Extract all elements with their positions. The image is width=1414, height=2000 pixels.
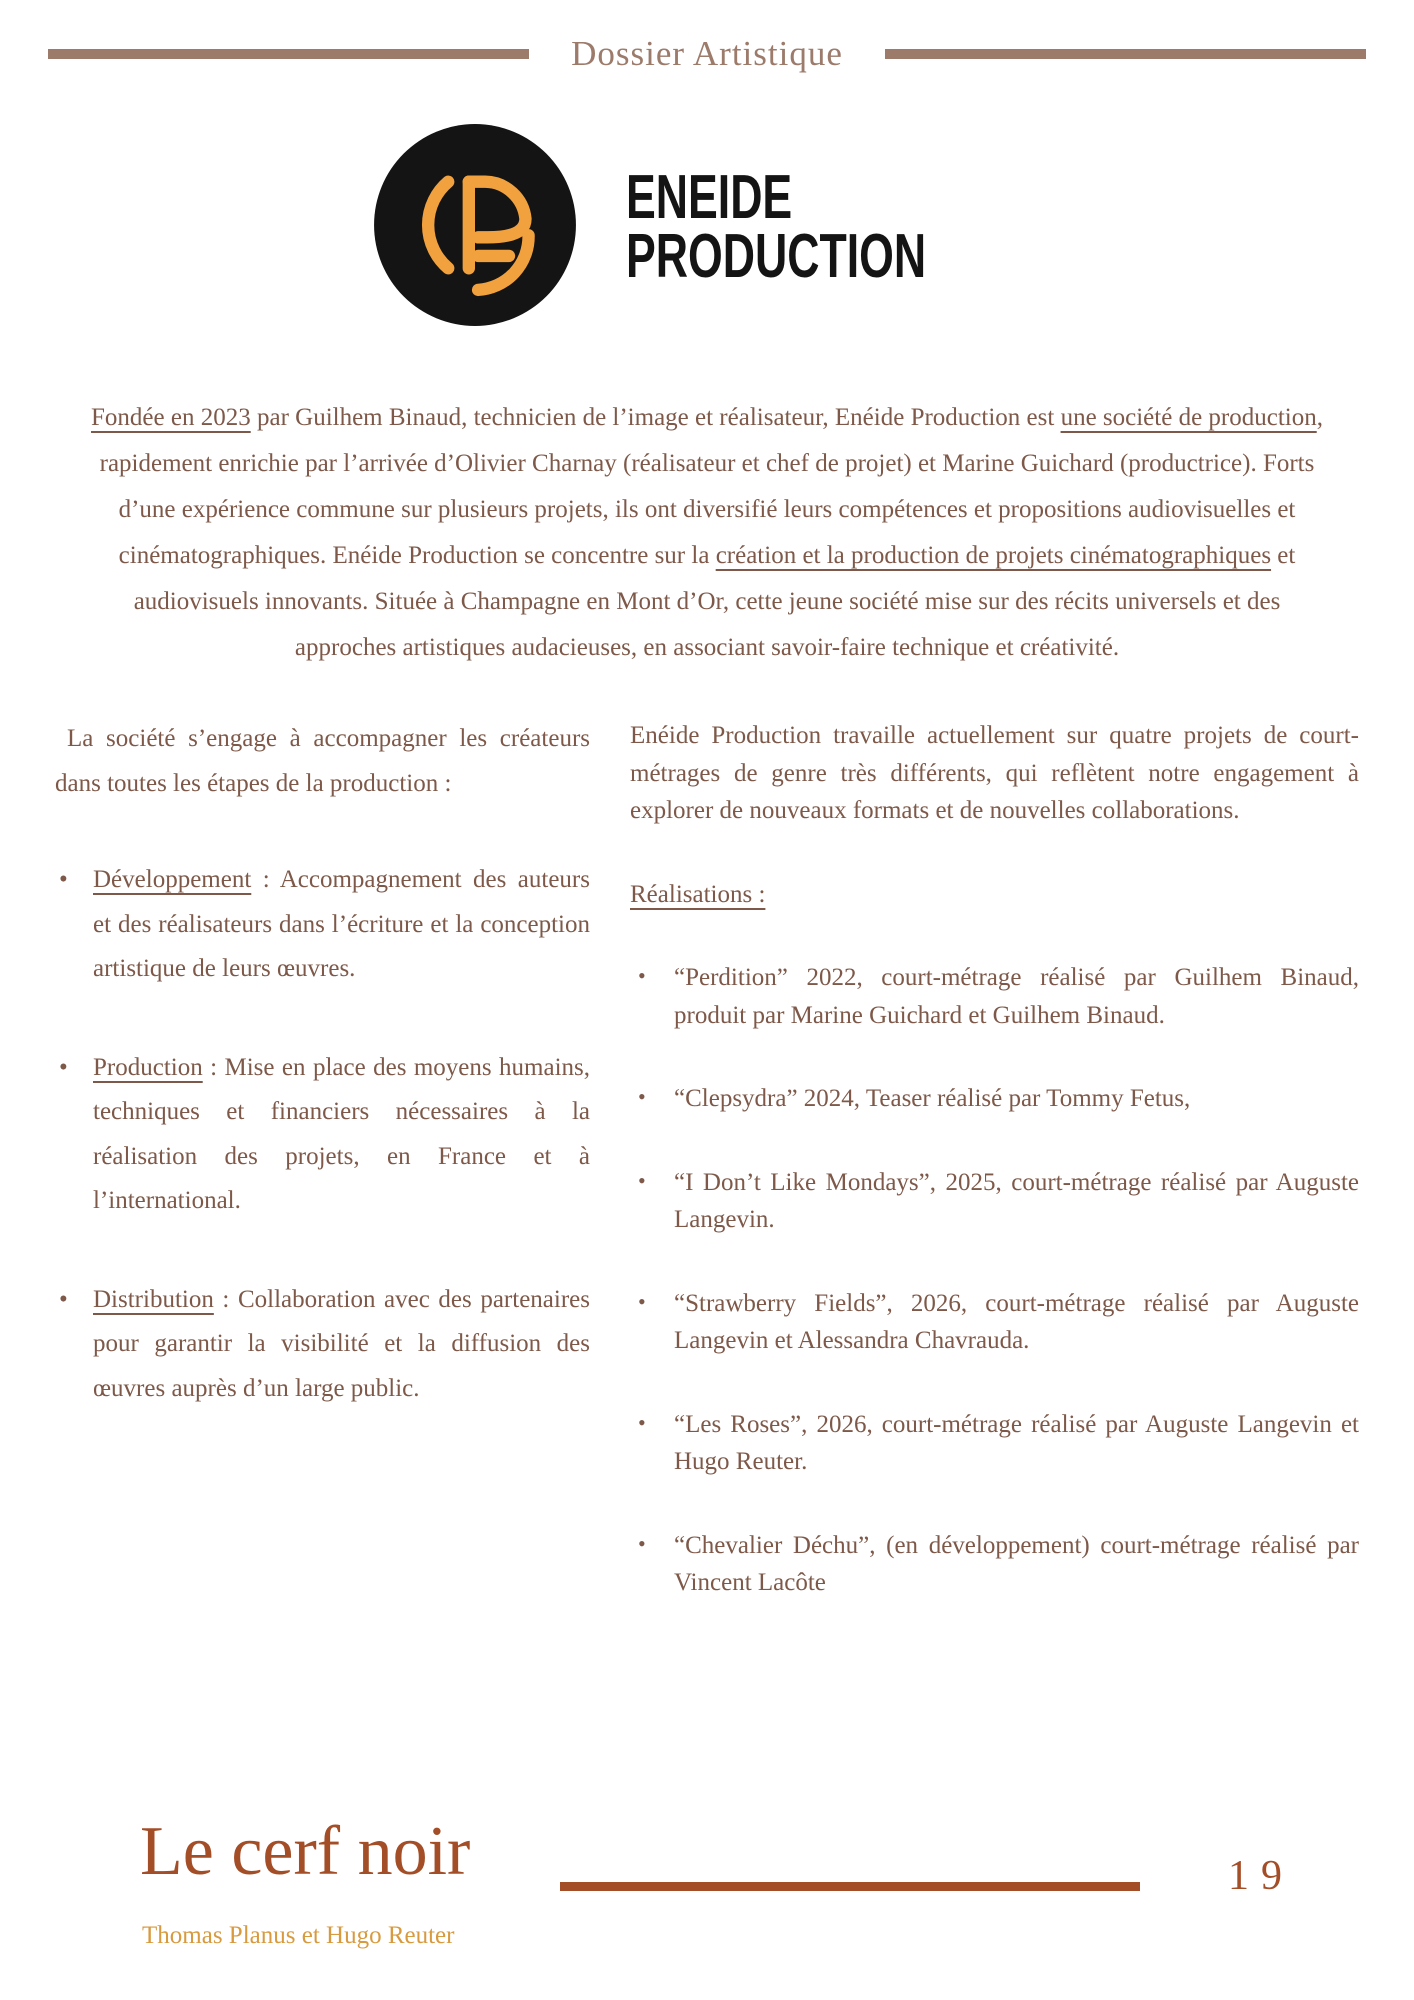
left-column-lead: La société s’engage à accompagner les créateurs dans toutes les étapes de la production : bbox=[55, 725, 590, 797]
film-item-les-roses: • “Les Roses”, 2026, court-métrage réalisé par Auguste Langevin et Hugo Reuter. bbox=[630, 1406, 1359, 1481]
right-column bbox=[630, 717, 1359, 1648]
left-column bbox=[55, 717, 590, 1648]
right-column-lead: Enéide Production travaille actuellement sur quatre projets de court-métrages de genre très différents, qui reflètent notre engagement à explorer de nouveaux formats et de nouvelles collaborations. bbox=[630, 722, 1359, 824]
wordmark-line2: PRODUCTION bbox=[625, 221, 926, 291]
eneide-monogram-icon bbox=[372, 122, 578, 333]
wordmark-line1: ENEIDE bbox=[625, 162, 792, 232]
film-item-chevalier-dechu: • “Chevalier Déchu”, (en développement) court-métrage réalisé par Vincent Lacôte bbox=[630, 1527, 1359, 1602]
page-number: 19 bbox=[1228, 1853, 1294, 1899]
intro-text-2: par Guilhem Binaud, technicien de l’image et réalisateur, Enéide Production est bbox=[250, 404, 1061, 431]
service-text: : Mise en place des moyens humains, techniques et financiers nécessaires à la réalisation des projets, en France et à l’international. bbox=[93, 1053, 590, 1214]
list-item-distribution bbox=[55, 1278, 590, 1412]
service-term: Développement bbox=[93, 866, 252, 893]
list-item-production bbox=[55, 1046, 590, 1224]
footer-brand-logo: Le cerf noir bbox=[140, 1813, 471, 1890]
content-columns bbox=[55, 717, 1359, 1648]
service-term: Distribution bbox=[93, 1285, 214, 1313]
realisations-heading: Réalisations : bbox=[630, 880, 766, 908]
intro-underline-founded: Fondée en 2023 bbox=[91, 404, 251, 431]
service-text: : Collaboration avec des partenaires pour garantir la visibilité et la diffusion des œuvres auprès d’un large public. bbox=[93, 1285, 590, 1402]
intro-paragraph bbox=[82, 395, 1332, 671]
film-item-strawberry-fields: • “Strawberry Fields”, 2026, court-métrage réalisé par Auguste Langevin et Alessandra Chavrauda. bbox=[630, 1285, 1359, 1360]
footer-rule bbox=[560, 1882, 1140, 1891]
header-rule-right bbox=[885, 49, 1366, 59]
footer-authors: Thomas Planus et Hugo Reuter bbox=[142, 1922, 455, 1949]
intro-text-6: et audiovisuels innovants. Située à Champagne en Mont d’Or, cette jeune société mise sur des récits universels et des approches artistiques audacieuses, en associant savoir-faire technique et créativité. bbox=[133, 542, 1296, 661]
page-title: Dossier Artistique bbox=[571, 34, 843, 73]
service-term: Production bbox=[93, 1053, 203, 1081]
services-list bbox=[55, 858, 590, 1411]
film-item-clepsydra: • “Clepsydra” 2024, Teaser réalisé par Tommy Fetus, bbox=[630, 1080, 1359, 1118]
film-item-perdition: • “Perdition” 2022, court-métrage réalisé par Guilhem Binaud, produit par Marine Guichard et Guilhem Binaud. bbox=[630, 959, 1359, 1034]
filmography-list bbox=[630, 959, 1359, 1602]
service-text: : Accompagnement des auteurs et des réalisateurs dans l’écriture et la conception artistique de leurs œuvres. bbox=[93, 866, 590, 982]
intro-underline-company: une société de production bbox=[1060, 404, 1317, 431]
intro-text-4: , rapidement enrichie par l’arrivée d’Olivier Charnay (réalisateur et chef de projet) et Marine Guichard (productrice). Forts d’une expérience commune sur plusieurs projets, ils ont diversifié leurs compétences et propositions audiovisuelles et cinématographiques. Enéide Production se concentre sur la bbox=[99, 404, 1323, 569]
intro-underline-creation: création et la production de projets cinématographiques bbox=[715, 542, 1272, 569]
company-logo bbox=[0, 122, 1414, 333]
list-item-developpement bbox=[55, 858, 590, 992]
header-rule-left bbox=[48, 49, 529, 59]
company-wordmark bbox=[625, 162, 926, 291]
page-header bbox=[0, 0, 1414, 74]
film-item-i-dont-like-mondays: • “I Don’t Like Mondays”, 2025, court-métrage réalisé par Auguste Langevin. bbox=[630, 1164, 1359, 1239]
